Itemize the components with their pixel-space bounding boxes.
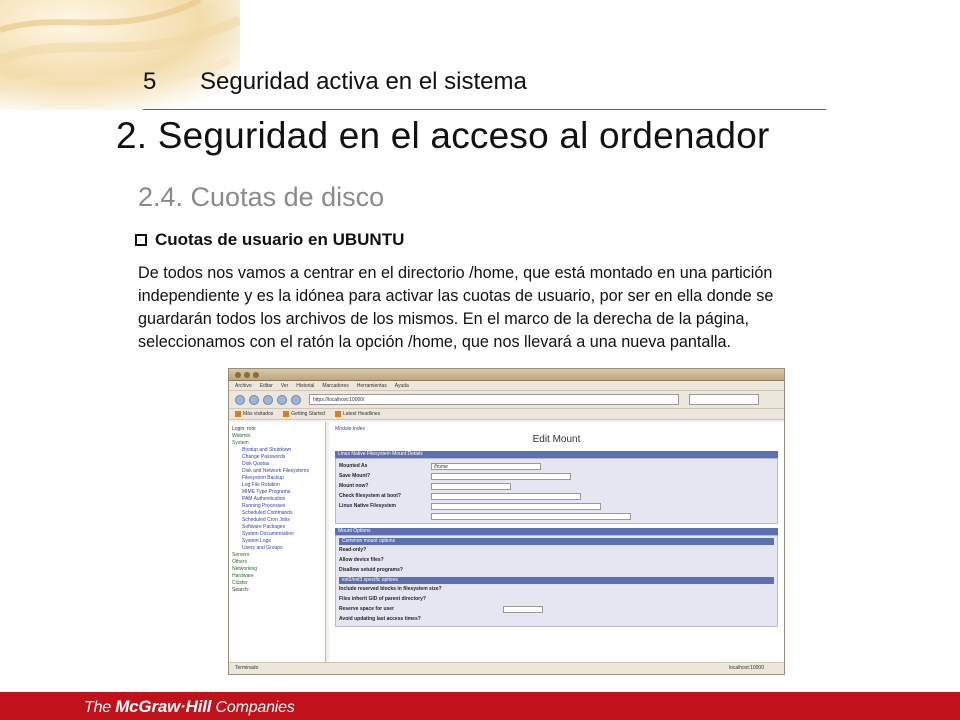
sidebar-link: PAM Authentication (242, 496, 286, 502)
window-minimize-icon (244, 372, 250, 378)
webmin-main (329, 422, 784, 662)
sidebar-link: Scheduled Commands (242, 510, 293, 516)
form-row: Read-only? (339, 547, 367, 553)
menu-item: Ver (280, 382, 289, 389)
chapter-number: 5 (143, 68, 157, 95)
forward-icon (249, 395, 259, 405)
form-row (339, 511, 774, 521)
stop-icon (277, 395, 287, 405)
bookmark-item: Más visitados (235, 411, 273, 417)
sidebar-link: System Logs (242, 538, 271, 544)
form-row: Mounted As /home (339, 461, 774, 471)
sidebar-link: Running Processes (242, 503, 286, 509)
form-row: Mount now? (339, 481, 774, 491)
mount-options-panel (335, 535, 778, 627)
menu-item: Editar (259, 382, 273, 389)
sidebar-search-label: Search: (232, 587, 250, 593)
form-row: Allow device files? (339, 557, 384, 563)
webmin-screenshot (228, 368, 785, 675)
chapter-title: Seguridad activa en el sistema (200, 68, 527, 95)
window-maximize-icon (253, 372, 259, 378)
home-icon (291, 395, 301, 405)
bookmark-item: Getting Started (283, 411, 325, 417)
bookmark-icon (283, 411, 289, 417)
search-field (689, 394, 759, 405)
module-index-link: Module Index (335, 426, 366, 432)
back-icon (235, 395, 245, 405)
bookmark-icon (335, 411, 341, 417)
browser-navbar (229, 391, 784, 409)
sidebar-group: Networking (232, 566, 258, 572)
menu-item: Marcadores (322, 382, 349, 389)
checkbox-bullet-icon (135, 234, 147, 246)
status-right: localhost:10000 (728, 665, 764, 671)
sidebar-group: Webmin (232, 433, 251, 439)
header-divider (143, 109, 826, 110)
sidebar-group: Servers (232, 552, 250, 558)
form-row: Include reserved blocks in filesystem size? (339, 586, 442, 592)
menu-item: Historial (296, 382, 315, 389)
browser-statusbar (229, 662, 784, 674)
sidebar-link: Bootup and Shutdown (242, 447, 292, 453)
sidebar-login: Login: root (232, 426, 256, 432)
panel-header: Linux Native Filesystem Mount Details (335, 451, 778, 458)
paragraph-line: seleccionamos con el ratón la opción /home, que nos llevará a una nueva pantalla. (138, 333, 732, 351)
form-row: Linux Native Filesystem (339, 501, 774, 511)
panel-header: Mount Options (335, 528, 778, 535)
sidebar-link: Users and Groups (242, 545, 283, 551)
bookmarks-bar (229, 409, 784, 420)
mount-details-panel (335, 458, 778, 524)
paragraph-line: guardarán todos los archivos de los mismos. En el marco de la derecha de la página, (138, 310, 749, 328)
form-row: Files inherit GID of parent directory? (339, 596, 426, 602)
sidebar-group: Others (232, 559, 248, 565)
paragraph-line: De todos nos vamos a centrar en el directorio /home, que está montado en una partición (138, 264, 773, 282)
bookmark-item: Latest Headlines (335, 411, 380, 417)
menu-item: Archivo (235, 382, 252, 389)
subsection-title: 2.4. Cuotas de disco (138, 182, 385, 212)
body-paragraph (138, 262, 873, 354)
browser-menubar (229, 381, 784, 391)
sidebar-link: Log File Rotation (242, 482, 280, 488)
section-title: 2. Seguridad en el acceso al ordenador (116, 115, 770, 156)
panel-subheader: Common mount options (339, 538, 774, 545)
status-left: Terminado (235, 665, 259, 671)
form-row: Save Mount? (339, 471, 774, 481)
sidebar-link: Change Passwords (242, 454, 286, 460)
panel-subheader: ext2/ext3 specific options (339, 577, 774, 584)
sidebar-link: Disk Quotas (242, 461, 270, 467)
webmin-sidebar (229, 422, 326, 662)
bullet-heading (135, 230, 404, 250)
menu-item: Ayuda (394, 382, 409, 389)
sidebar-link: System Documentation (242, 531, 294, 537)
menu-item: Herramientas (356, 382, 387, 389)
sidebar-link: Scheduled Cron Jobs (242, 517, 290, 523)
form-row: Avoid updating last access times? (339, 616, 421, 622)
sidebar-link: Software Packages (242, 524, 286, 530)
paragraph-line: independiente y es la idónea para activar las cuotas de usuario, por ser en ella donde se (138, 287, 774, 305)
sidebar-group: System (232, 440, 249, 446)
form-row: Check filesystem at boot? (339, 491, 774, 501)
edit-mount-heading: Edit Mount (532, 434, 581, 445)
window-close-icon (235, 372, 241, 378)
sidebar-link: MIME Type Programs (242, 489, 291, 495)
url-field: https://localhost:10000/ (309, 394, 679, 405)
browser-titlebar (229, 369, 784, 381)
sidebar-link: Filesystem Backup (242, 475, 284, 481)
bullet-text: Cuotas de usuario en UBUNTU (155, 230, 405, 249)
sidebar-link: Disk and Network Filesystems (242, 468, 309, 474)
bookmark-icon (235, 411, 241, 417)
form-row: Disallow setuid programs? (339, 567, 403, 573)
sidebar-group: Cluster (232, 580, 248, 586)
form-row: Reserve space for user (339, 604, 774, 614)
sidebar-group: Hardware (232, 573, 254, 579)
reload-icon (263, 395, 273, 405)
mcgraw-hill-logo: The McGraw·Hill Companies (84, 697, 295, 716)
